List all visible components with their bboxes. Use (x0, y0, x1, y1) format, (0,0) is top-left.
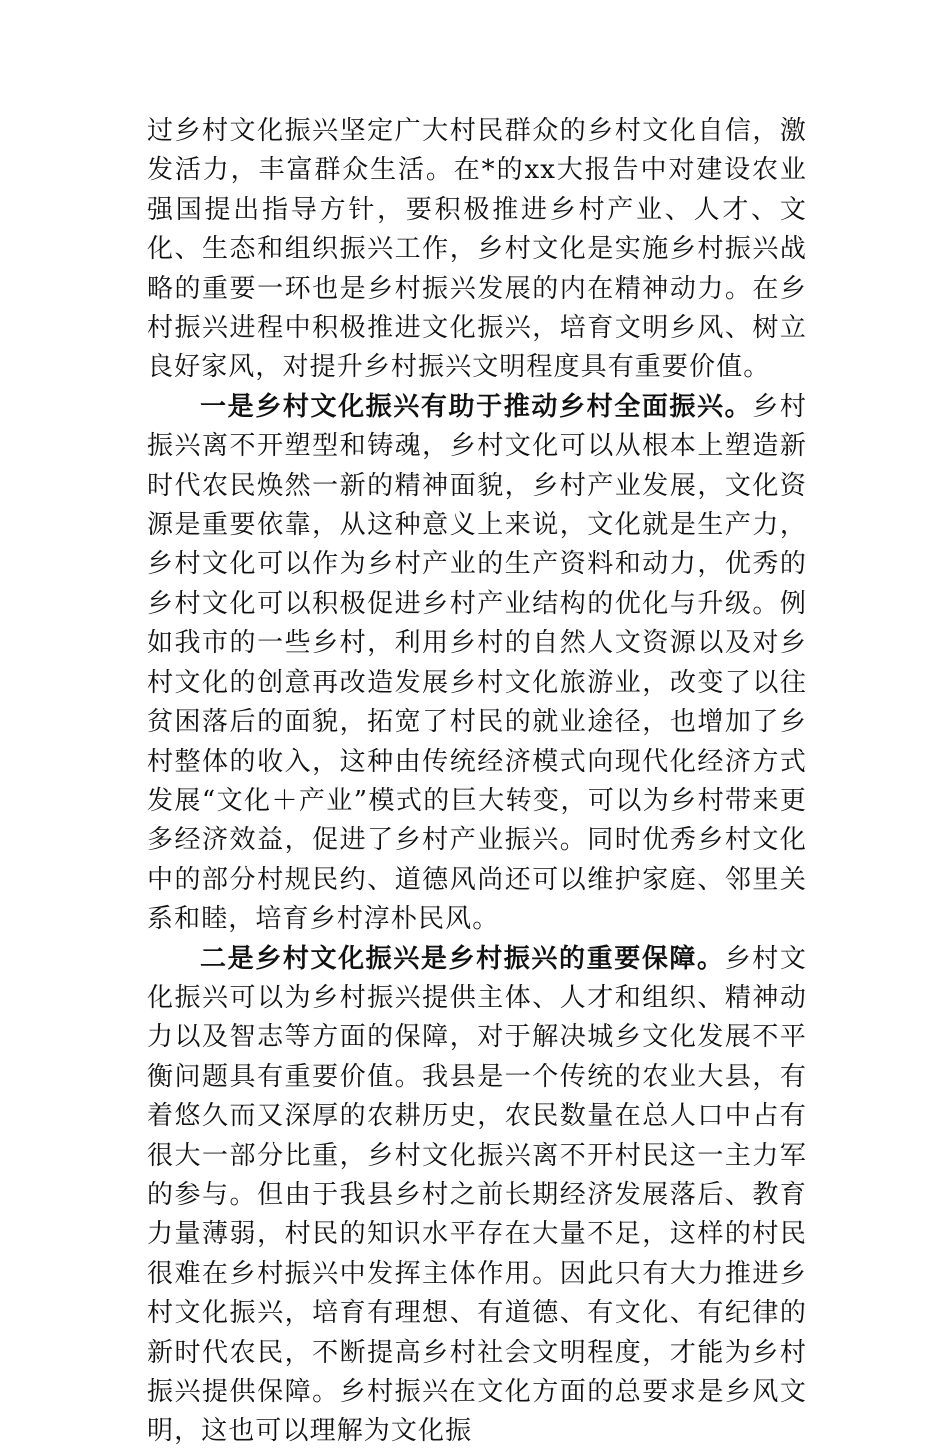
paragraph-point-two-text: 乡村文化振兴可以为乡村振兴提供主体、人才和组织、精神动力以及智志等方面的保障，对于解决城乡文化发展不平衡问题具有重要价值。我县是一个传统的农业大县，有着悠久而又深厚的农耕历史，农民数量在总人口中占有很大一部分比重，乡村文化振兴离不开村民这一主力军的参与。但由于我县乡村之前长期经济发展落后、教育力量薄弱，村民的知识水平存在大量不足，这样的村民很难在乡村振兴中发挥主体作用。因此只有大力推进乡村文化振兴，培育有理想、有道德、有文化、有纪律的新时代农民，不断提高乡村社会文明程度，才能为乡村振兴提供保障。乡村振兴在文化方面的总要求是乡风文明，这也可以理解为文化振 (147, 943, 807, 1447)
paragraph-point-one (147, 388, 807, 940)
paragraph-point-two (147, 940, 807, 1452)
paragraph-point-two-heading: 二是乡村文化振兴是乡村振兴的重要保障。 (200, 943, 725, 974)
paragraph-point-one-text: 乡村振兴离不开塑型和铸魂，乡村文化可以从根本上塑造新时代农民焕然一新的精神面貌，乡村产业发展，文化资源是重要依靠，从这种意义上来说，文化就是生产力，乡村文化可以作为乡村产业的生产资料和动力，优秀的乡村文化可以积极促进乡村产业结构的优化与升级。例如我市的一些乡村，利用乡村的自然人文资源以及对乡村文化的创意再改造发展乡村文化旅游业，改变了以往贫困落后的面貌，拓宽了村民的就业途径，也增加了乡村整体的收入，这种由传统经济模式向现代化经济方式发展“文化＋产业”模式的巨大转变，可以为乡村带来更多经济效益，促进了乡村产业振兴。同时优秀乡村文化中的部分村规民约、道德风尚还可以维护家庭、邻里关系和睦，培育乡村淳朴民风。 (147, 391, 807, 935)
paragraph-intro-text: 过乡村文化振兴坚定广大村民群众的乡村文化自信，激发活力，丰富群众生活。在*的xx大报告中对建设农业强国提出指导方针，要积极推进乡村产业、人才、文化、生态和组织振兴工作，乡村文化是实施乡村振兴战略的重要一环也是乡村振兴发展的内在精神动力。在乡村振兴进程中积极推进文化振兴，培育文明乡风、树立良好家风，对提升乡村振兴文明程度具有重要价值。 (147, 116, 807, 383)
paragraph-intro (147, 112, 807, 388)
document-page (147, 112, 807, 1452)
paragraph-point-one-heading: 一是乡村文化振兴有助于推动乡村全面振兴。 (200, 391, 753, 422)
